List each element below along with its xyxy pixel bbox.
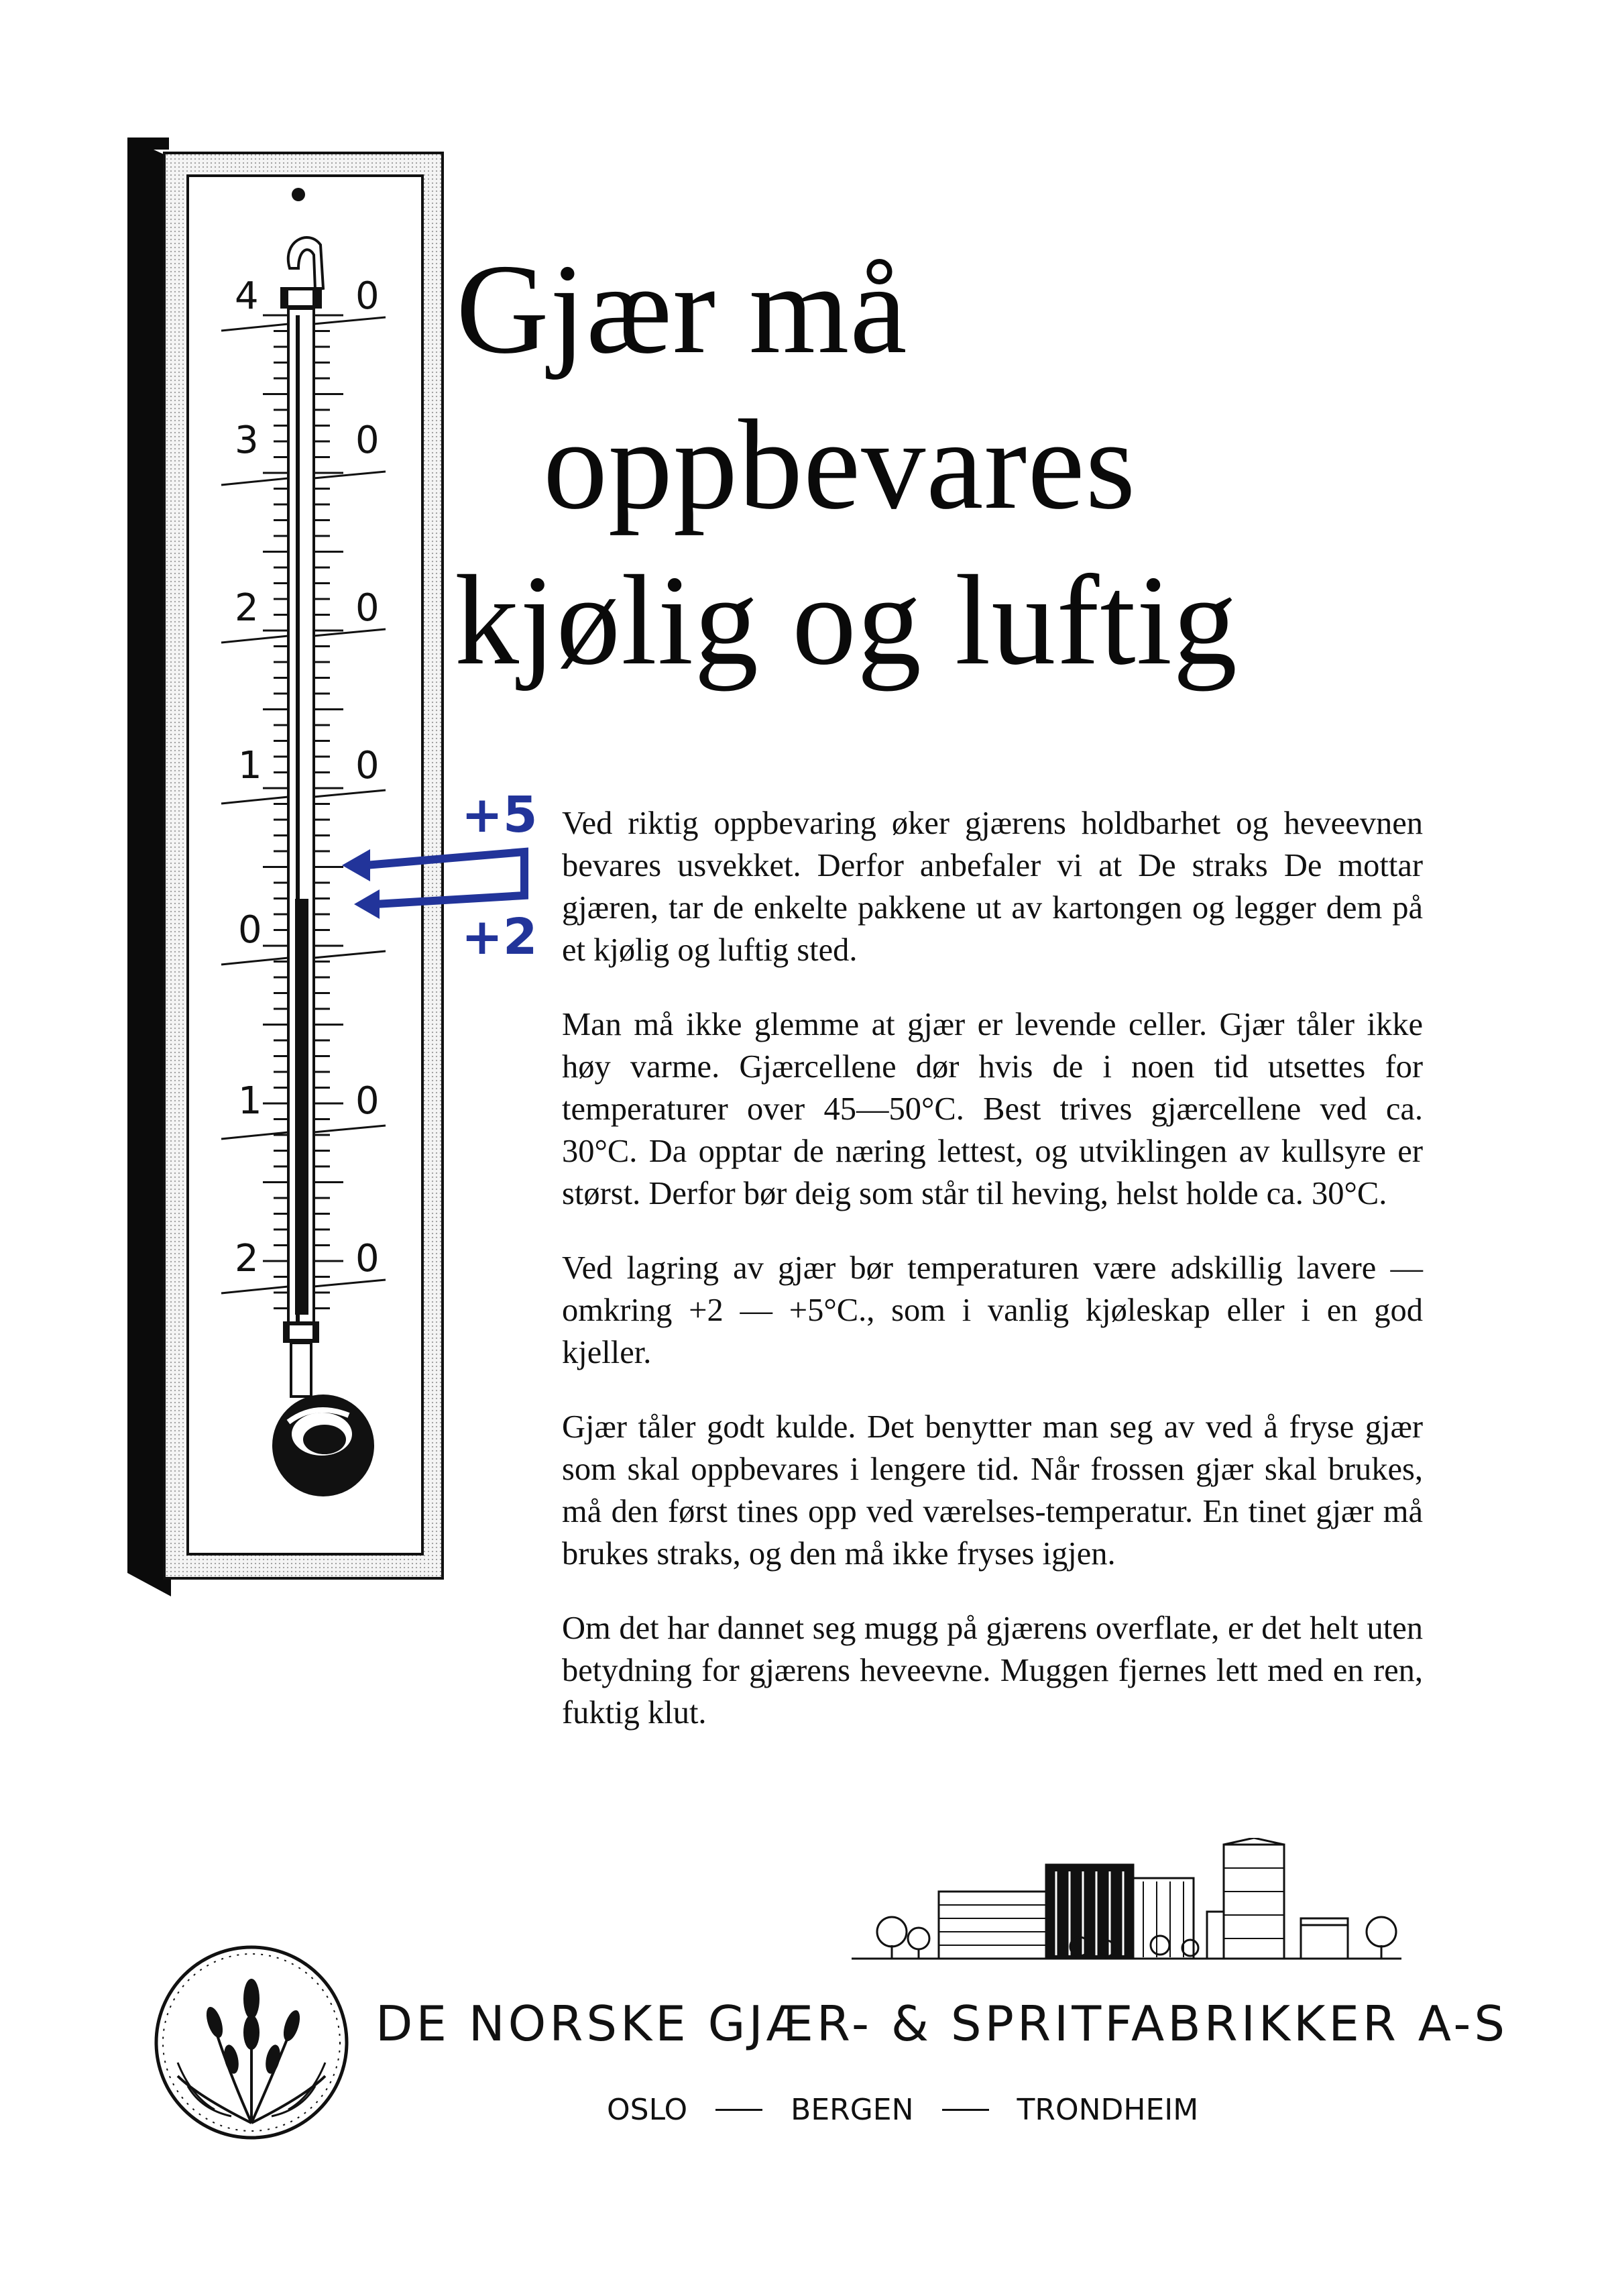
city-oslo: OSLO bbox=[607, 2093, 688, 2127]
scale-label-right: 0 bbox=[355, 1237, 380, 1280]
mercury-column bbox=[295, 899, 308, 1315]
scale-label-left: 2 bbox=[235, 1237, 259, 1280]
dash-separator bbox=[942, 2109, 989, 2111]
city-trondheim: TRONDHEIM bbox=[1017, 2093, 1199, 2127]
scale-label-left: 4 bbox=[235, 274, 259, 318]
marker-label-lower: +2 bbox=[461, 908, 538, 966]
wheat-emblem-icon bbox=[151, 1942, 352, 2143]
scale-label-right: 0 bbox=[355, 586, 380, 630]
city-bergen: BERGEN bbox=[791, 2093, 914, 2127]
company-name: DE NORSKE GJÆR- & SPRITFABRIKKER A-S bbox=[376, 1996, 1509, 2052]
scale-label-left: 1 bbox=[238, 1079, 262, 1123]
scale-label-left: 3 bbox=[235, 419, 259, 462]
factory-buildings-icon bbox=[852, 1838, 1401, 1972]
paragraph: Ved riktig oppbevaring øker gjærens holdbarhet og heveevnen bevares usvekket. Derfor anbefaler vi at De straks De mottar gjæren, tar de enkelte pakkene ut av kartongen og legger dem på et kjølig og luftig sted. bbox=[562, 806, 1423, 968]
headline-line-1: Gjær må bbox=[456, 237, 908, 380]
paragraph: Om det har dannet seg mugg på gjærens overflate, er det helt uten betydning for gjærens heveevne. Muggen fjernes lett med en ren, fuktig klut. bbox=[562, 1610, 1423, 1731]
scale-label-right: 0 bbox=[355, 744, 380, 787]
city-list bbox=[607, 2093, 1198, 2127]
marker-label-upper: +5 bbox=[461, 786, 538, 844]
scale-label-right: 0 bbox=[355, 274, 380, 318]
scale-label-left: 0 bbox=[238, 908, 262, 952]
paragraph: Ved lagring av gjær bør temperaturen være adskillig lavere — omkring +2 — +5°C., som i vanlig kjøleskap eller i en god kjeller. bbox=[562, 1250, 1423, 1370]
dash-separator bbox=[715, 2109, 762, 2111]
headline-line-2: oppbevares bbox=[543, 393, 1137, 536]
paragraph: Gjær tåler godt kulde. Det benytter man seg av ved å fryse gjær som skal oppbevares i lengere tid. Når frossen gjær skal brukes, må den først tines opp ved værelses-temperatur. En tinet gjær må brukes straks, og den må ikke fryses igjen. bbox=[562, 1409, 1423, 1572]
scale-label-left: 1 bbox=[238, 744, 262, 787]
scale-label-right: 0 bbox=[355, 1079, 380, 1123]
headline bbox=[456, 231, 1238, 698]
scale-label-left: 2 bbox=[235, 586, 259, 630]
scale-label-right: 0 bbox=[355, 419, 380, 462]
paragraph: Man må ikke glemme at gjær er levende celler. Gjær tåler ikke høy varme. Gjærcellene dør hvis de i noen tid utsettes for temperaturer over 45—50°C. Best trives gjærcellene ved ca. 30°C. Da opptar de næring lettest, og utviklingen av kullsyre er størst. Derfor bør deig som står til heving, helst holde ca. 30°C. bbox=[562, 1007, 1423, 1211]
headline-line-3: kjølig og luftig bbox=[455, 549, 1238, 692]
body-text bbox=[562, 802, 1423, 1766]
hang-hole-icon bbox=[292, 188, 305, 201]
